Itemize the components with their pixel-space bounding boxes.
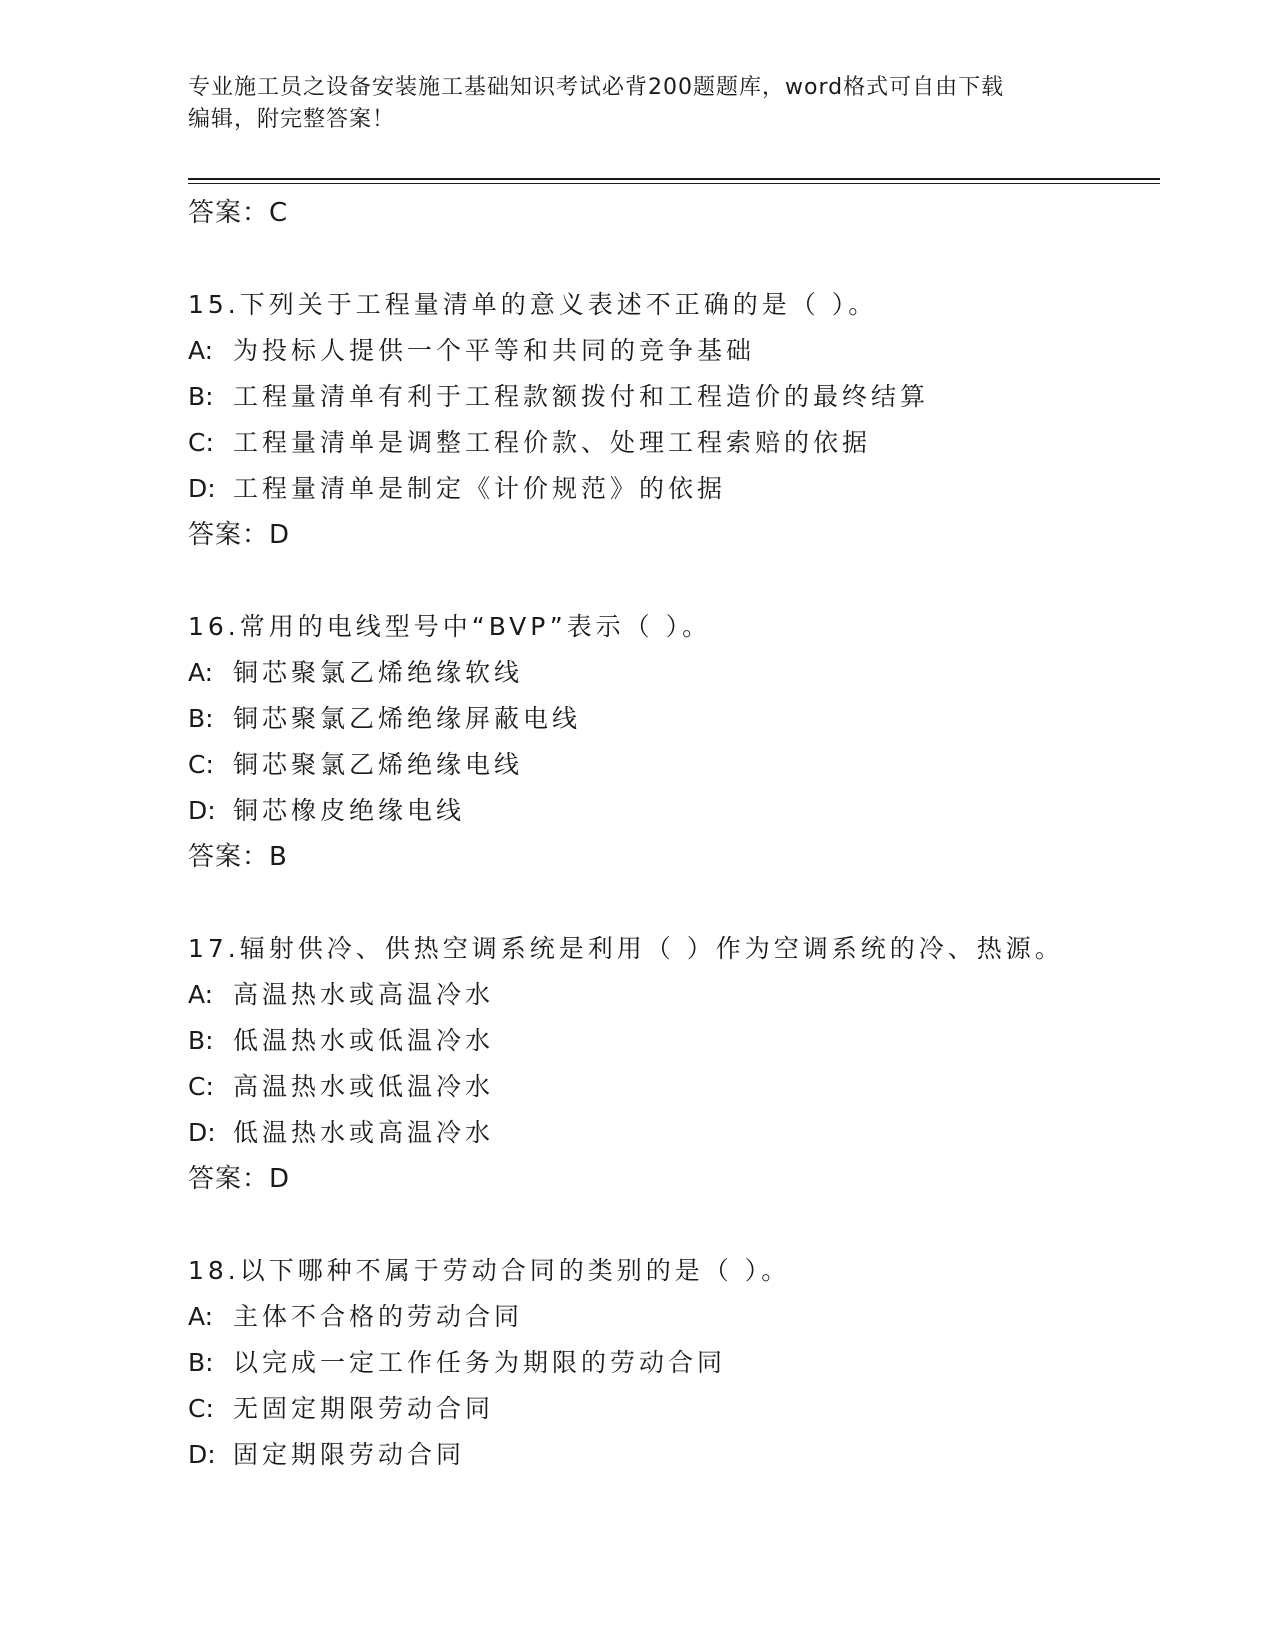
option-b (188, 696, 1160, 742)
header-line-1: 专业施工员之设备安装施工基础知识考试必背200题题库，word格式可自由下载 (188, 75, 1005, 100)
option-text: 高温热水或低温冷水 (233, 1072, 495, 1101)
spacer (188, 558, 1160, 604)
option-text: 以完成一定工作任务为期限的劳动合同 (233, 1348, 727, 1377)
question-17 (188, 926, 1160, 1202)
option-d (188, 1432, 1160, 1478)
option-text: 主体不合格的劳动合同 (233, 1302, 524, 1331)
header-line-2: 编辑，附完整答案！ (188, 107, 396, 132)
option-b (188, 374, 1160, 420)
previous-answer: 答案：C (188, 198, 289, 228)
option-d (188, 788, 1160, 834)
option-c (188, 1386, 1160, 1432)
option-text: 工程量清单有利于工程款额拨付和工程造价的最终结算 (233, 382, 930, 411)
option-key: B: (188, 1026, 214, 1055)
question-15 (188, 282, 1160, 558)
option-text: 低温热水或低温冷水 (233, 1026, 495, 1055)
option-text: 铜芯橡皮绝缘电线 (233, 796, 466, 825)
option-text: 铜芯聚氯乙烯绝缘电线 (233, 750, 524, 779)
spacer (188, 1202, 1160, 1248)
question-16 (188, 604, 1160, 880)
option-d (188, 466, 1160, 512)
option-key: A: (188, 980, 214, 1009)
option-key: B: (188, 382, 214, 411)
option-key: A: (188, 658, 214, 687)
option-text: 铜芯聚氯乙烯绝缘软线 (233, 658, 524, 687)
option-text: 高温热水或高温冷水 (233, 980, 495, 1009)
question-list (188, 190, 1160, 1478)
option-text: 工程量清单是调整工程价款、处理工程索赔的依据 (233, 428, 872, 457)
option-key: C: (188, 750, 214, 779)
option-c (188, 420, 1160, 466)
question-stem: 15.下列关于工程量清单的意义表述不正确的是（ ）。 (188, 290, 878, 319)
document-header (188, 72, 1068, 136)
option-key: C: (188, 1072, 214, 1101)
spacer (188, 236, 1160, 282)
option-a (188, 328, 1160, 374)
option-text: 低温热水或高温冷水 (233, 1118, 495, 1147)
question-stem: 18.以下哪种不属于劳动合同的类别的是（ ）。 (188, 1256, 791, 1285)
question-18 (188, 1248, 1160, 1478)
option-key: B: (188, 704, 214, 733)
option-a (188, 1294, 1160, 1340)
option-key: C: (188, 1394, 214, 1423)
option-c (188, 1064, 1160, 1110)
question-stem: 17.辐射供冷、供热空调系统是利用（ ）作为空调系统的冷、热源。 (188, 934, 1064, 963)
option-a (188, 650, 1160, 696)
option-a (188, 972, 1160, 1018)
option-key: D: (188, 1440, 216, 1469)
option-d (188, 1110, 1160, 1156)
option-key: D: (188, 796, 216, 825)
answer: 答案：D (188, 1164, 291, 1194)
option-text: 固定期限劳动合同 (233, 1440, 466, 1469)
header-divider-thick (188, 178, 1160, 180)
option-text: 无固定期限劳动合同 (233, 1394, 495, 1423)
option-b (188, 1340, 1160, 1386)
option-key: C: (188, 428, 214, 457)
answer: 答案：B (188, 842, 288, 872)
header-divider-thin (188, 183, 1160, 184)
spacer (188, 880, 1160, 926)
option-key: D: (188, 474, 216, 503)
option-b (188, 1018, 1160, 1064)
option-text: 为投标人提供一个平等和共同的竞争基础 (233, 336, 756, 365)
option-key: B: (188, 1348, 214, 1377)
option-key: A: (188, 336, 214, 365)
option-text: 工程量清单是制定《计价规范》的依据 (233, 474, 727, 503)
option-key: D: (188, 1118, 216, 1147)
option-c (188, 742, 1160, 788)
question-stem: 16.常用的电线型号中“BVP”表示（ ）。 (188, 612, 712, 641)
option-text: 铜芯聚氯乙烯绝缘屏蔽电线 (233, 704, 582, 733)
answer: 答案：D (188, 520, 291, 550)
option-key: A: (188, 1302, 214, 1331)
